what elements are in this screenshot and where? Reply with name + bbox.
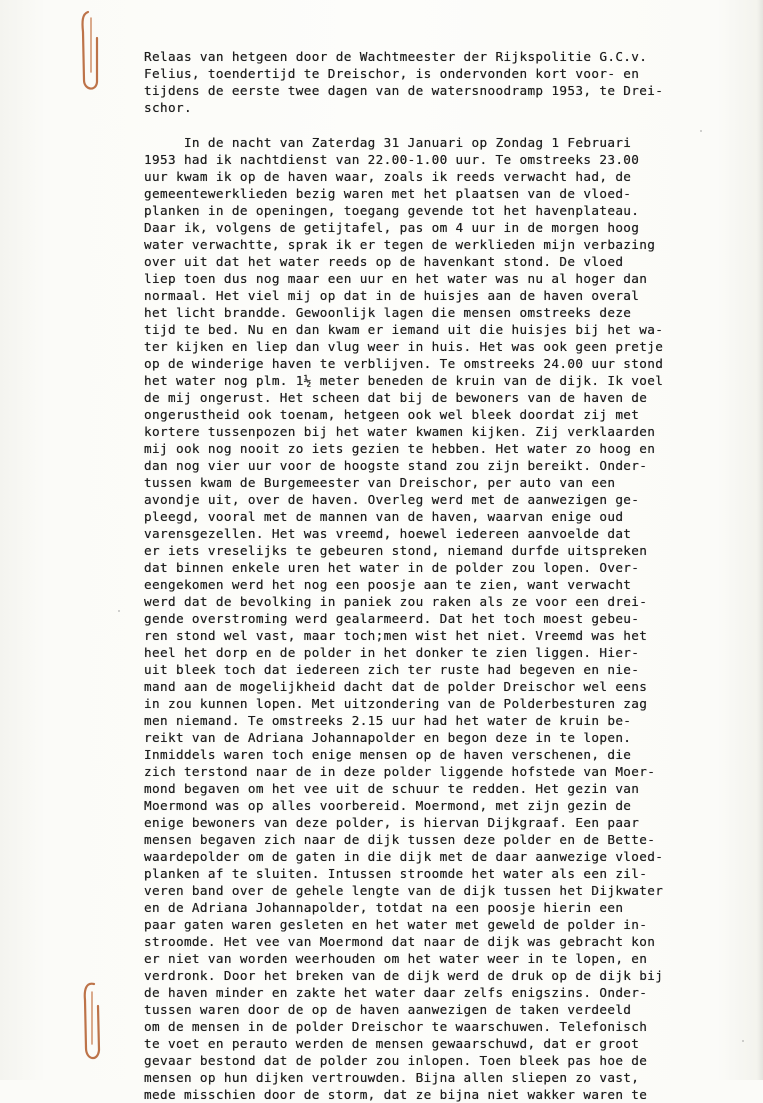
text-line: de mij ongerust. Het scheen dat bij de bewoners van de haven de <box>144 390 648 405</box>
text-line: waardepolder om de gaten in die dijk met de daar aanwezige vloed- <box>144 849 664 864</box>
paper-speck <box>742 1040 744 1042</box>
paperclip-mark-bottom <box>76 978 106 1068</box>
text-line: planken af te sluiten. Intussen stroomde het water als een zil- <box>144 866 648 881</box>
text-line: kortere tussenpozen bij het water kwamen kijken. Zij verklaarden <box>144 424 656 439</box>
paragraph-break <box>144 116 749 134</box>
text-line: er niet van worden weerhouden om het water weer in te lopen, en <box>144 951 648 966</box>
text-line: verdronk. Door het breken van de dijk werd de druk op de dijk bij <box>144 968 664 983</box>
text-line: tijd te bed. Nu en dan kwam er iemand uit die huisjes bij het wa- <box>144 322 664 337</box>
text-line: over uit dat het water reeds op de havenkant stond. De vloed <box>144 254 624 269</box>
text-line: de haven minder en zakte het water daar zelfs enigszins. Onder- <box>144 985 648 1000</box>
text-line: heel het dorp en de polder in het donker te zien liggen. Hier- <box>144 645 640 660</box>
text-line: gemeentewerklieden bezig waren met het plaatsen van de vloed- <box>144 186 632 201</box>
text-line: ren stond wel vast, maar toch;men wist het niet. Vreemd was het <box>144 628 648 643</box>
text-line: op de winderige haven te verblijven. Te omstreeks 24.00 uur stond <box>144 356 664 371</box>
text-line: tussen kwam de Burgemeester van Dreischor, per auto van een <box>144 475 616 490</box>
text-line: er iets vreselijks te gebeuren stond, niemand durfde uitspreken <box>144 543 648 558</box>
text-line: eengekomen werd het nog een poosje aan te zien, want verwacht <box>144 577 632 592</box>
text-line: en de Adriana Johannapolder, totdat na een poosje hierin een <box>144 900 624 915</box>
text-line: water verwachtte, sprak ik er tegen de werklieden mijn verbazing <box>144 237 656 252</box>
text-line: normaal. Het viel mij op dat in de huisjes aan de haven overal <box>144 288 640 303</box>
text-line: mensen begaven zich naar de dijk tussen deze polder en de Bette- <box>144 832 656 847</box>
text-line: gevaar bestond dat de polder zou inlopen. Toen bleek pas hoe de <box>144 1053 648 1068</box>
text-line: Moermond was op alles voorbereid. Moermond, met zijn gezin de <box>144 798 632 813</box>
paper-speck <box>118 610 120 612</box>
text-line: mij ook nog nooit zo iets gezien te hebben. Het water zo hoog en <box>144 441 656 456</box>
text-line: varensgezellen. Het was vreemd, hoewel iedereen aanvoelde dat <box>144 526 632 541</box>
text-line: in zou kunnen lopen. Met uitzondering van de Polderbesturen zag <box>144 696 648 711</box>
text-line: liep toen dus nog maar een uur en het water was nu al hoger dan <box>144 271 648 286</box>
text-line: te voet en perauto werden de mensen gewaarschuwd, dat er groot <box>144 1036 640 1051</box>
text-line: Inmiddels waren toch enige mensen op de haven verschenen, die <box>144 747 632 762</box>
page-edge-shadow <box>757 0 763 1080</box>
paperclip-mark-top <box>76 8 106 98</box>
text-line: uur kwam ik op de haven waar, zoals ik reeds verwacht had, de <box>144 169 632 184</box>
text-line: pleegd, vooral met de mannen van de haven, waarvan enige oud <box>144 509 624 524</box>
text-line: avondje uit, over de haven. Overleg werd met de aanwezigen ge- <box>144 492 640 507</box>
text-line: schor. <box>144 100 192 115</box>
text-line: paar gaten waren gesleten en het water met geweld de polder in- <box>144 917 648 932</box>
text-line: stroomde. Het vee van Moermond dat naar de dijk was gebracht kon <box>144 934 656 949</box>
text-line: veren band over de gehele lengte van de dijk tussen het Dijkwater <box>144 883 664 898</box>
text-line: gende overstroming werd gealarmeerd. Dat het toch moest gebeu- <box>144 611 640 626</box>
typed-report-text <box>144 48 749 1103</box>
text-line: zich terstond naar de in deze polder liggende hofstede van Moer- <box>144 764 656 779</box>
text-line: ter kijken en liep dan vlug weer in huis. Het was ook geen pretje <box>144 339 664 354</box>
text-line: Relaas van hetgeen door de Wachtmeester der Rijkspolitie G.C.v. <box>144 49 648 64</box>
text-line: ongerustheid ook toenam, hetgeen ook wel bleek doordat zij met <box>144 407 640 422</box>
text-line: In de nacht van Zaterdag 31 Januari op Zondag 1 Februari <box>144 135 632 150</box>
text-line: dat binnen enkele uren het water in de polder zou lopen. Over- <box>144 560 640 575</box>
text-line: om de mensen in de polder Dreischor te waarschuwen. Telefonisch <box>144 1019 648 1034</box>
text-line: dan nog vier uur voor de hoogste stand zou zijn bereikt. Onder- <box>144 458 648 473</box>
text-line: mede misschien door de storm, dat ze bijna niet wakker waren te <box>144 1087 648 1102</box>
text-line: tussen waren door de op de haven aanwezigen de taken verdeeld <box>144 1002 632 1017</box>
text-line: mensen op hun dijken vertrouwden. Bijna allen sliepen zo vast, <box>144 1070 640 1085</box>
text-line: Daar ik, volgens de getijtafel, pas om 4 uur in de morgen hoog <box>144 220 640 235</box>
paper-speck <box>700 130 702 132</box>
text-line: reikt van de Adriana Johannapolder en begon deze in te lopen. <box>144 730 632 745</box>
text-line: 1953 had ik nachtdienst van 22.00-1.00 uur. Te omstreeks 23.00 <box>144 152 640 167</box>
text-line: werd dat de bevolking in paniek zou raken als ze voor een drei- <box>144 594 648 609</box>
text-line: Felius, toendertijd te Dreischor, is ondervonden kort voor- en <box>144 66 640 81</box>
text-line: planken in de openingen, toegang gevende tot het havenplateau. <box>144 203 640 218</box>
text-line: tijdens de eerste twee dagen van de watersnoodramp 1953, te Drei- <box>144 83 664 98</box>
text-line: men niemand. Te omstreeks 2.15 uur had het water de kruin be- <box>144 713 632 728</box>
text-line: uit bleek toch dat iedereen zich ter ruste had begeven en nie- <box>144 662 640 677</box>
text-line: het water nog plm. 1½ meter beneden de kruin van de dijk. Ik voel <box>144 373 664 388</box>
text-line: het licht brandde. Gewoonlijk lagen die mensen omstreeks deze <box>144 305 632 320</box>
text-line: enige bewoners van deze polder, is hiervan Dijkgraaf. Een paar <box>144 815 640 830</box>
text-line: mand aan de mogelijkheid dacht dat de polder Dreischor wel eens <box>144 679 648 694</box>
text-line: mond begaven om het vee uit de schuur te redden. Het gezin van <box>144 781 640 796</box>
